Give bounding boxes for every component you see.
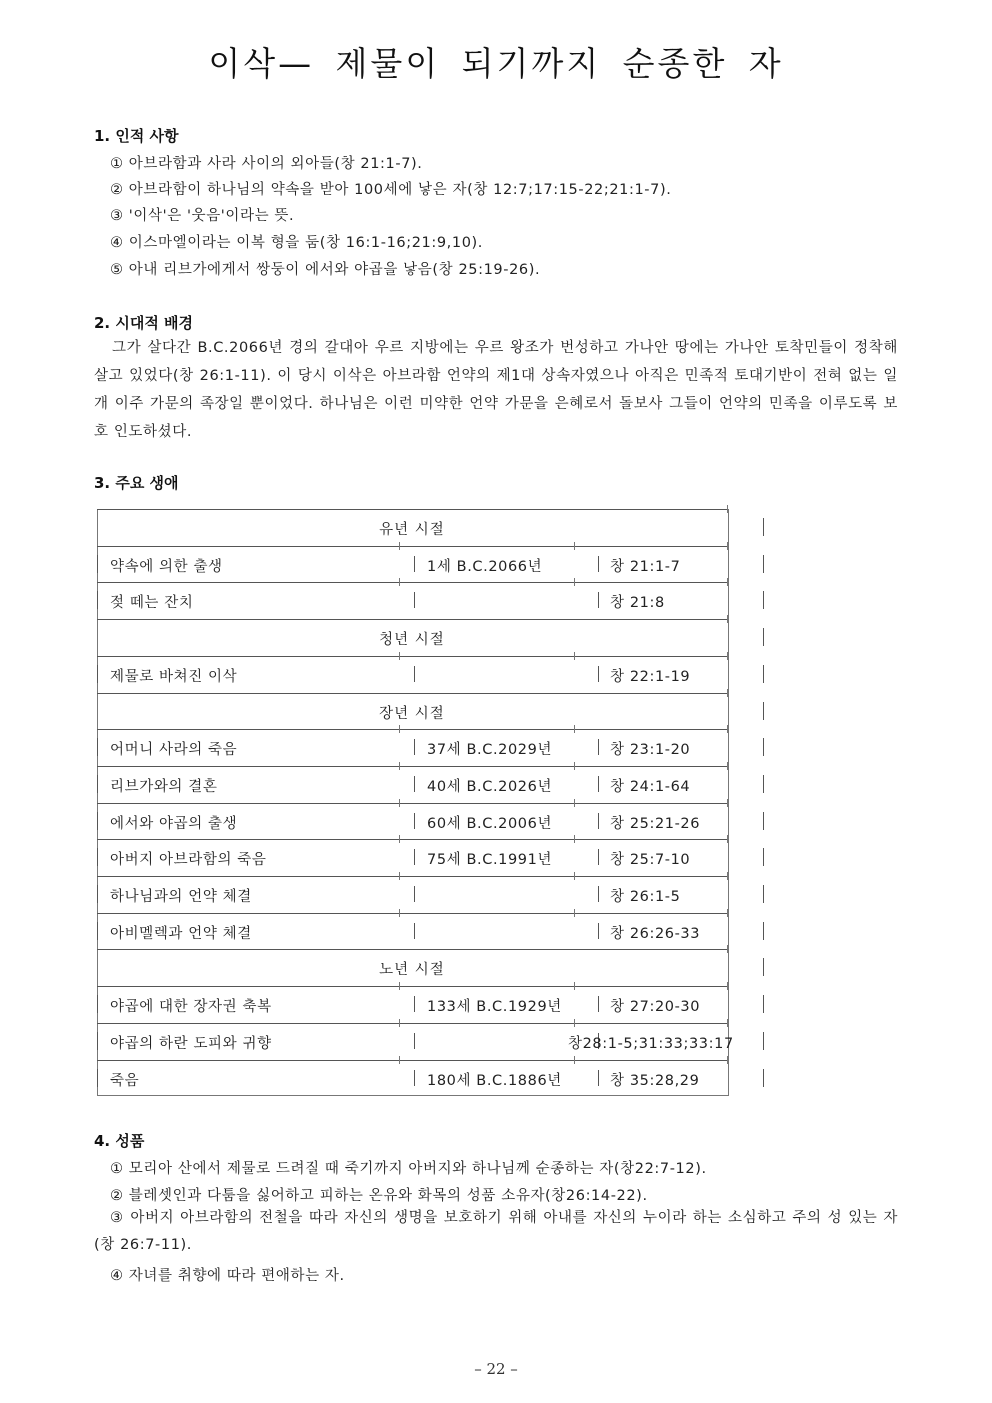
table-cell-divider bbox=[97, 665, 98, 683]
event-cell: 어머니 사라의 죽음 bbox=[110, 742, 238, 759]
table-row-border bbox=[97, 546, 727, 547]
column-tick bbox=[574, 725, 575, 733]
table-cell-divider bbox=[598, 776, 599, 792]
scripture-ref-cell: 창 26:26-33 bbox=[610, 925, 701, 942]
event-cell: 야곱의 하란 도피와 귀향 bbox=[110, 1035, 272, 1052]
event-cell: 젖 떼는 잔치 bbox=[110, 595, 194, 612]
table-row-border bbox=[97, 582, 727, 583]
table-row-border bbox=[97, 1060, 727, 1061]
table-cell-divider bbox=[598, 592, 599, 608]
table-row-border bbox=[97, 766, 727, 767]
table-cell-divider bbox=[414, 1070, 415, 1086]
column-tick bbox=[399, 652, 400, 660]
table-cell-divider bbox=[598, 849, 599, 865]
column-tick bbox=[727, 578, 728, 586]
event-cell: 에서와 야곱의 출생 bbox=[110, 815, 238, 832]
table-cell-divider bbox=[414, 1033, 415, 1049]
table-cell-divider bbox=[598, 996, 599, 1012]
column-tick bbox=[399, 1056, 400, 1064]
table-row-border bbox=[97, 1023, 727, 1024]
column-tick bbox=[574, 652, 575, 660]
period-band-label: 유년 시절 bbox=[379, 522, 445, 538]
table-cell-divider bbox=[97, 995, 98, 1013]
age-year-cell: 60세 B.C.2006년 bbox=[427, 815, 553, 832]
table-cell-divider bbox=[414, 813, 415, 829]
character-item: ① 모리아 산에서 제물로 드려질 때 죽기까지 아버지와 하나님께 순종하는 자(창22:7-12). bbox=[110, 1161, 707, 1177]
section-heading-life: 3. 주요 생애 bbox=[94, 474, 179, 492]
column-tick bbox=[399, 799, 400, 807]
scripture-ref-cell: 창 25:7-10 bbox=[610, 852, 691, 869]
table-cell-divider bbox=[97, 922, 98, 940]
table-cell-divider bbox=[598, 1070, 599, 1086]
table-row-border bbox=[97, 803, 727, 804]
column-tick bbox=[574, 982, 575, 990]
table-cell-divider bbox=[598, 813, 599, 829]
column-tick bbox=[727, 762, 728, 770]
column-tick bbox=[399, 1019, 400, 1027]
period-band-label: 노년 시절 bbox=[379, 962, 445, 979]
column-tick bbox=[727, 799, 728, 807]
column-tick bbox=[399, 725, 400, 733]
personal-item: ④ 이스마엘이라는 이복 형을 둠(창 16:1-16;21:9,10). bbox=[110, 235, 484, 251]
table-row-edge bbox=[763, 555, 764, 573]
table-cell-divider bbox=[97, 812, 98, 830]
character-item: ② 블레셋인과 다툼을 싫어하고 피하는 온유와 화목의 성품 소유자(창26:14-22). bbox=[110, 1188, 648, 1204]
table-row-border bbox=[97, 913, 727, 914]
event-cell: 아버지 아브라함의 죽음 bbox=[110, 852, 267, 869]
table-row-edge bbox=[763, 738, 764, 756]
table-row-edge bbox=[763, 518, 764, 536]
column-tick bbox=[574, 1056, 575, 1064]
table-row-edge bbox=[763, 885, 764, 903]
table-cell-divider bbox=[414, 996, 415, 1012]
table-cell-divider bbox=[97, 738, 98, 756]
column-tick bbox=[574, 762, 575, 770]
column-tick bbox=[574, 1019, 575, 1027]
age-year-cell: 40세 B.C.2026년 bbox=[427, 778, 553, 795]
scripture-ref-cell: 창 21:1-7 bbox=[610, 558, 681, 575]
table-cell-divider bbox=[414, 556, 415, 572]
table-row-border bbox=[97, 509, 727, 510]
table-cell-divider bbox=[414, 592, 415, 608]
personal-item: ① 아브라함과 사라 사이의 외아들(창 21:1-7). bbox=[110, 156, 423, 172]
section-heading-personal: 1. 인적 사항 bbox=[94, 127, 179, 145]
column-tick bbox=[727, 1056, 728, 1064]
table-row-border bbox=[97, 839, 727, 840]
table-cell-divider bbox=[598, 923, 599, 939]
table-row-edge bbox=[763, 1032, 764, 1050]
column-tick bbox=[574, 909, 575, 917]
table-cell-divider bbox=[414, 849, 415, 865]
column-tick bbox=[727, 1019, 728, 1027]
column-tick bbox=[727, 689, 728, 697]
column-tick bbox=[727, 835, 728, 843]
table-cell-divider bbox=[97, 591, 98, 609]
table-row-edge bbox=[763, 665, 764, 683]
table-row-edge bbox=[763, 1069, 764, 1087]
column-tick bbox=[727, 909, 728, 917]
table-cell-divider bbox=[97, 848, 98, 866]
table-cell-divider bbox=[97, 885, 98, 903]
event-cell: 야곱에 대한 장자권 축복 bbox=[110, 999, 272, 1016]
scripture-ref-cell: 창 23:1-20 bbox=[610, 742, 691, 759]
column-tick bbox=[399, 762, 400, 770]
age-year-cell: 133세 B.C.1929년 bbox=[427, 999, 562, 1016]
table-row-edge bbox=[763, 775, 764, 793]
table-cell-divider bbox=[598, 556, 599, 572]
column-tick bbox=[399, 909, 400, 917]
background-paragraph: 그가 살다간 B.C.2066년 경의 갈대아 우르 지방에는 우르 왕조가 번성하고 가나안 땅에는 가나안 토착민들이 정착해 살고 있었다(창 26:1-11). 이 당시 이삭은 아브라함 언약의 제1대 상속자였으나 아직은 민족적 토대기반이 전혀 없는 일개 이주 가문의 족장일 뿐이었다. 하나님은 이런 미약한 언약 가문을 은혜로서 돌보사 그들이 언약의 민족을 이루도록 보호 인도하셨다. bbox=[94, 340, 898, 440]
column-tick bbox=[574, 578, 575, 586]
table-cell-divider bbox=[97, 775, 98, 793]
table-cell-divider bbox=[598, 886, 599, 902]
table-cell-divider bbox=[598, 666, 599, 682]
event-cell: 제물로 바쳐진 이삭 bbox=[110, 668, 238, 685]
personal-item: ⑤ 아내 리브가에게서 쌍둥이 에서와 야곱을 낳음(창 25:19-26). bbox=[110, 262, 541, 278]
table-cell-divider bbox=[598, 739, 599, 755]
column-tick bbox=[399, 982, 400, 990]
table-row-border bbox=[97, 656, 727, 657]
table-cell-divider bbox=[414, 923, 415, 939]
table-cell-divider bbox=[414, 739, 415, 755]
column-tick bbox=[727, 725, 728, 733]
table-row-border bbox=[97, 619, 727, 620]
column-tick bbox=[574, 799, 575, 807]
table-row-border bbox=[97, 986, 727, 987]
table-row-edge bbox=[763, 995, 764, 1013]
page-title: 이삭— 제물이 되기까지 순종한 자 bbox=[208, 44, 784, 83]
table-row-edge bbox=[763, 591, 764, 609]
table-row-edge bbox=[763, 848, 764, 866]
period-band-label: 장년 시절 bbox=[379, 705, 445, 722]
age-year-cell: 180세 B.C.1886년 bbox=[427, 1072, 562, 1089]
column-tick bbox=[574, 835, 575, 843]
table-row-edge bbox=[763, 812, 764, 830]
character-item: ④ 자녀를 취향에 따라 편애하는 자. bbox=[110, 1268, 345, 1284]
personal-item: ③ '이삭'은 '웃음'이라는 뜻. bbox=[110, 208, 295, 224]
event-cell: 약속에 의한 출생 bbox=[110, 558, 223, 575]
table-row-edge bbox=[763, 702, 764, 720]
event-cell: 아비멜렉과 언약 체결 bbox=[110, 925, 252, 942]
column-tick bbox=[574, 872, 575, 880]
scripture-ref-cell: 창 35:28,29 bbox=[610, 1072, 700, 1089]
event-cell: 죽음 bbox=[110, 1072, 140, 1089]
column-tick bbox=[727, 505, 728, 513]
column-tick bbox=[399, 578, 400, 586]
table-row-edge bbox=[763, 628, 764, 646]
table-cell-divider bbox=[414, 886, 415, 902]
column-tick bbox=[727, 982, 728, 990]
table-row-edge bbox=[763, 958, 764, 976]
section-heading-character: 4. 성품 bbox=[94, 1132, 145, 1150]
column-tick bbox=[727, 945, 728, 953]
column-tick bbox=[727, 615, 728, 623]
scripture-ref-cell: 창28:1-5;31:33;33:17 bbox=[568, 1035, 734, 1052]
event-cell: 하나님과의 언약 체결 bbox=[110, 889, 252, 905]
column-tick bbox=[399, 542, 400, 550]
table-row-border bbox=[97, 876, 727, 877]
scripture-ref-cell: 창 22:1-19 bbox=[610, 668, 691, 685]
personal-item: ② 아브라함이 하나님의 약속을 받아 100세에 낳은 자(창 12:7;17:15-22;21:1-7). bbox=[110, 182, 672, 198]
table-cell-divider bbox=[414, 666, 415, 682]
column-tick bbox=[727, 652, 728, 660]
character-item: ③ 아버지 아브라함의 전철을 따라 자신의 생명을 보호하기 위해 아내를 자신의 누이라 하는 소심하고 주의 성 있는 자(창 26:7-11). bbox=[94, 1210, 898, 1253]
table-row-edge bbox=[763, 922, 764, 940]
column-tick bbox=[399, 835, 400, 843]
column-tick bbox=[727, 872, 728, 880]
scripture-ref-cell: 창 25:21-26 bbox=[610, 815, 701, 832]
scripture-ref-cell: 창 26:1-5 bbox=[610, 889, 681, 905]
scripture-ref-cell: 창 21:8 bbox=[610, 595, 665, 612]
section-heading-background: 2. 시대적 배경 bbox=[94, 314, 194, 332]
scripture-ref-cell: 창 24:1-64 bbox=[610, 778, 691, 795]
column-tick bbox=[574, 542, 575, 550]
table-cell-divider bbox=[414, 776, 415, 792]
table-cell-divider bbox=[97, 555, 98, 573]
table-cell-divider bbox=[97, 1032, 98, 1050]
column-tick bbox=[727, 542, 728, 550]
column-tick bbox=[399, 872, 400, 880]
table-cell-divider bbox=[97, 1069, 98, 1087]
age-year-cell: 1세 B.C.2066년 bbox=[427, 558, 543, 575]
scripture-ref-cell: 창 27:20-30 bbox=[610, 999, 701, 1016]
age-year-cell: 37세 B.C.2029년 bbox=[427, 742, 553, 759]
event-cell: 리브가와의 결혼 bbox=[110, 778, 218, 795]
period-band-label: 청년 시절 bbox=[379, 632, 445, 649]
age-year-cell: 75세 B.C.1991년 bbox=[427, 852, 553, 869]
table-row-border bbox=[97, 729, 727, 730]
table-row-border bbox=[97, 949, 727, 950]
page-number: – 22 – bbox=[474, 1360, 518, 1378]
table-row-border bbox=[97, 693, 727, 694]
